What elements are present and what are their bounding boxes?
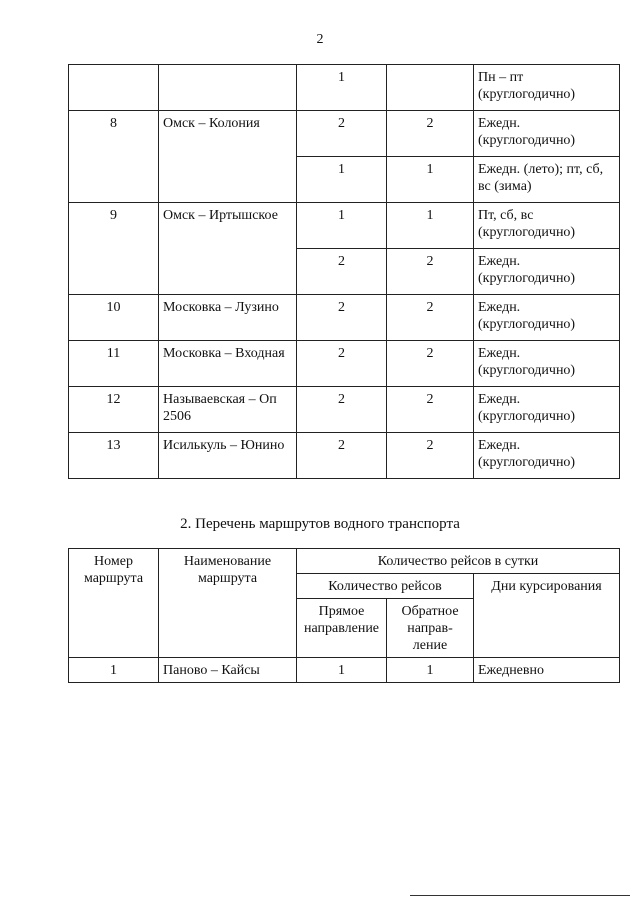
schedule-days-cell: Ежедн. (круглогодично) xyxy=(474,341,620,387)
table-row xyxy=(69,111,620,157)
forward-trips-cell: 2 xyxy=(297,249,387,295)
forward-trips-cell: 1 xyxy=(297,658,387,683)
schedule-days-cell: Ежедн. (круглогодично) xyxy=(474,111,620,157)
backward-trips-cell: 2 xyxy=(387,433,474,479)
schedule-days-header: Дни курсирования xyxy=(474,574,620,658)
schedule-days-cell: Ежедневно xyxy=(474,658,620,683)
route-name-cell: Московка – Входная xyxy=(159,341,297,387)
route-name-cell xyxy=(159,65,297,111)
route-number-cell: 8 xyxy=(69,111,159,203)
route-name-cell: Исилькуль – Юнино xyxy=(159,433,297,479)
trip-count-header: Количество рейсов xyxy=(297,574,474,599)
backward-trips-cell: 2 xyxy=(387,295,474,341)
forward-trips-cell: 1 xyxy=(297,203,387,249)
schedule-days-cell: Ежедн. (круглогодично) xyxy=(474,387,620,433)
backward-trips-cell: 1 xyxy=(387,203,474,249)
backward-direction-header: Обратное направ- ление xyxy=(387,599,474,658)
route-number-cell xyxy=(69,65,159,111)
route-number-cell: 13 xyxy=(69,433,159,479)
route-number-cell: 12 xyxy=(69,387,159,433)
table-row xyxy=(69,658,620,683)
water-routes-table xyxy=(68,548,620,683)
schedule-days-cell: Пт, сб, вс (круглогодично) xyxy=(474,203,620,249)
route-name-cell: Омск – Иртышское xyxy=(159,203,297,295)
forward-trips-cell: 2 xyxy=(297,111,387,157)
section-title: 2. Перечень маршрутов водного транспорта xyxy=(180,516,460,532)
route-name-cell: Называевская – Оп 2506 xyxy=(159,387,297,433)
table-row xyxy=(69,433,620,479)
schedule-days-cell: Ежедн. (круглогодично) xyxy=(474,295,620,341)
schedule-days-cell: Ежедн. (круглогодично) xyxy=(474,249,620,295)
route-number-cell: 1 xyxy=(69,658,159,683)
route-number-cell: 9 xyxy=(69,203,159,295)
forward-trips-cell: 2 xyxy=(297,341,387,387)
backward-trips-cell: 2 xyxy=(387,111,474,157)
forward-trips-cell: 2 xyxy=(297,387,387,433)
schedule-days-cell: Ежедн. (круглогодично) xyxy=(474,433,620,479)
route-number-cell: 10 xyxy=(69,295,159,341)
forward-trips-cell: 1 xyxy=(297,65,387,111)
forward-trips-cell: 1 xyxy=(297,157,387,203)
trips-per-day-header: Количество рейсов в сутки xyxy=(297,549,620,574)
route-name-header: Наименование маршрута xyxy=(159,549,297,658)
backward-trips-cell xyxy=(387,65,474,111)
backward-trips-cell: 1 xyxy=(387,157,474,203)
table-row xyxy=(69,387,620,433)
forward-trips-cell: 2 xyxy=(297,433,387,479)
backward-trips-cell: 1 xyxy=(387,658,474,683)
forward-direction-header: Прямое направление xyxy=(297,599,387,658)
schedule-days-cell: Пн – пт (круглогодично) xyxy=(474,65,620,111)
header-row xyxy=(69,549,620,574)
backward-trips-cell: 2 xyxy=(387,387,474,433)
page-number: 2 xyxy=(316,32,324,47)
footer-divider xyxy=(410,895,630,896)
table-row xyxy=(69,203,620,249)
backward-trips-cell: 2 xyxy=(387,249,474,295)
schedule-days-cell: Ежедн. (лето); пт, сб, вс (зима) xyxy=(474,157,620,203)
routes-table-continued xyxy=(68,64,620,479)
table-row xyxy=(69,65,620,111)
backward-trips-cell: 2 xyxy=(387,341,474,387)
route-name-cell: Омск – Колония xyxy=(159,111,297,203)
table-row xyxy=(69,295,620,341)
route-number-header: Номер маршрута xyxy=(69,549,159,658)
forward-trips-cell: 2 xyxy=(297,295,387,341)
table-row xyxy=(69,341,620,387)
route-number-cell: 11 xyxy=(69,341,159,387)
route-name-cell: Паново – Кайсы xyxy=(159,658,297,683)
route-name-cell: Московка – Лузино xyxy=(159,295,297,341)
